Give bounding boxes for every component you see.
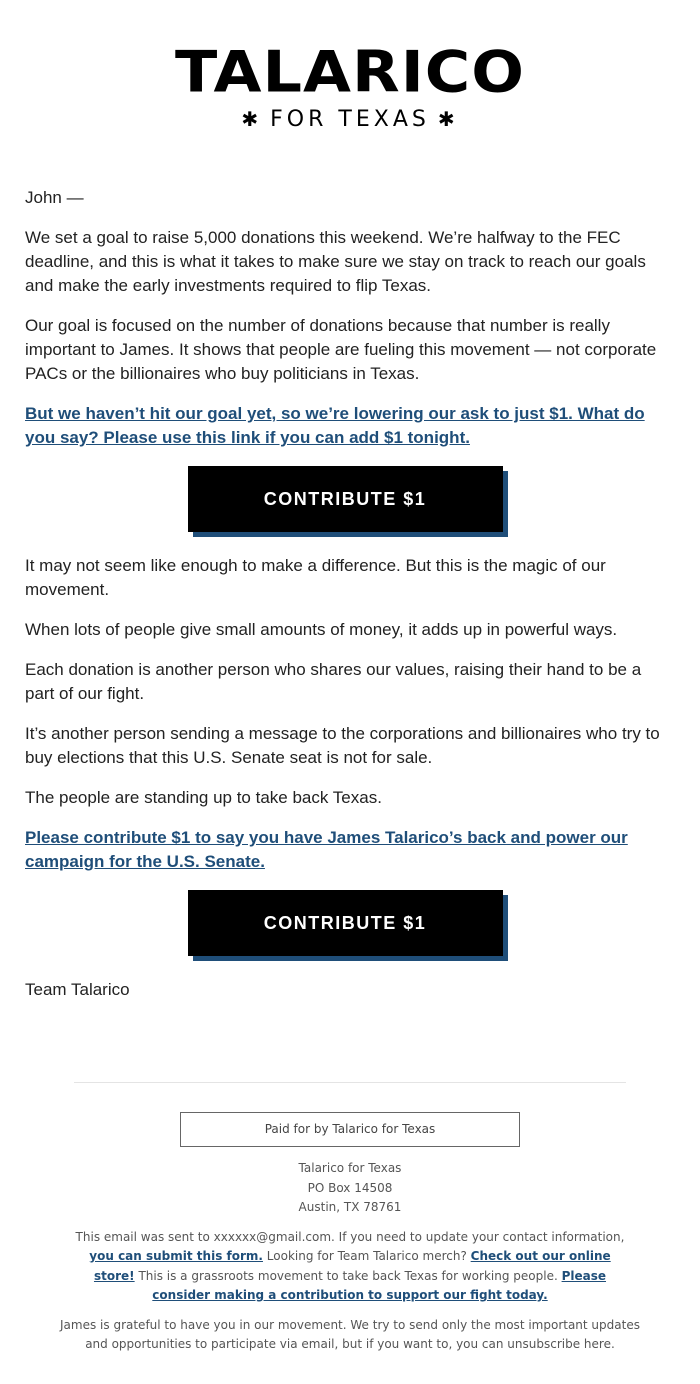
- contribute-button-wrapper: [188, 890, 503, 956]
- divider: [74, 1082, 626, 1083]
- greeting: John —: [25, 188, 84, 207]
- paragraph: It may not seem like enough to make a difference. But this is the magic of our movement.: [25, 556, 606, 599]
- paragraph: It’s another person sending a message to the corporations and billionaires who try to buy elections that this U.S. Senate seat is not for sale.: [25, 724, 660, 767]
- contribution-link[interactable]: Please consider making a contribution to support our fight today.: [152, 1268, 607, 1302]
- signoff: Team Talarico: [25, 980, 130, 999]
- logo-tagline: [0, 106, 700, 133]
- footer-note: [70, 1228, 630, 1306]
- footer-text: Looking for Team Talarico merch?: [262, 1249, 471, 1263]
- po-box: PO Box 14508: [307, 1180, 393, 1195]
- paragraph: When lots of people give small amounts of money, it adds up in powerful ways.: [25, 620, 618, 639]
- paragraph: Our goal is focused on the number of donations because that number is really important to James. It shows that people are fueling this movement — not corporate PACs or the billionaires who buy politicians in Texas.: [25, 316, 657, 383]
- footer: [0, 1082, 700, 1355]
- email-body: [25, 186, 665, 1018]
- city-state-zip: Austin, TX 78761: [298, 1200, 402, 1214]
- online-store-link[interactable]: Check out our online store!: [93, 1249, 611, 1283]
- paragraph: The people are standing up to take back Texas.: [25, 788, 382, 807]
- logo-title: TALARICO: [175, 37, 525, 106]
- donate-link[interactable]: Please contribute $1 to say you have James Talarico’s back and power our campaign for the U.S. Senate.: [25, 828, 628, 871]
- logo-tagline-text: FOR TEXAS: [270, 107, 430, 132]
- paragraph: We set a goal to raise 5,000 donations this weekend. We’re halfway to the FEC deadline, and this is what it takes to make sure we stay on track to reach our goals and make the early investments required to flip Texas.: [25, 228, 646, 295]
- logo: [0, 37, 700, 133]
- star-icon: ✱: [437, 107, 459, 131]
- paid-for-disclaimer: Paid for by Talarico for Texas: [180, 1112, 520, 1147]
- star-icon: ✱: [241, 107, 263, 131]
- footer-text: This is a grassroots movement to take back Texas for working people.: [134, 1268, 562, 1283]
- update-contact-link[interactable]: you can submit this form.: [89, 1249, 263, 1263]
- paragraph: Each donation is another person who shares our values, raising their hand to be a part of our fight.: [25, 660, 642, 703]
- footer-text: This email was sent to xxxxxx@gmail.com. If you need to update your contact information,: [75, 1229, 625, 1244]
- contribute-button-wrapper: [188, 466, 503, 532]
- contribute-button[interactable]: CONTRIBUTE $1: [188, 466, 503, 532]
- mailing-address: [0, 1159, 700, 1218]
- org-name: Talarico for Texas: [298, 1161, 402, 1175]
- unsubscribe-note: James is grateful to have you in our movement. We try to send only the most important updates and opportunities to participate via email, but if you want to, you can unsubscribe here.: [60, 1317, 640, 1351]
- donate-link[interactable]: But we haven’t hit our goal yet, so we’re lowering our ask to just $1. What do you say? Please use this link if you can add $1 tonight.: [25, 404, 645, 447]
- contribute-button[interactable]: CONTRIBUTE $1: [188, 890, 503, 956]
